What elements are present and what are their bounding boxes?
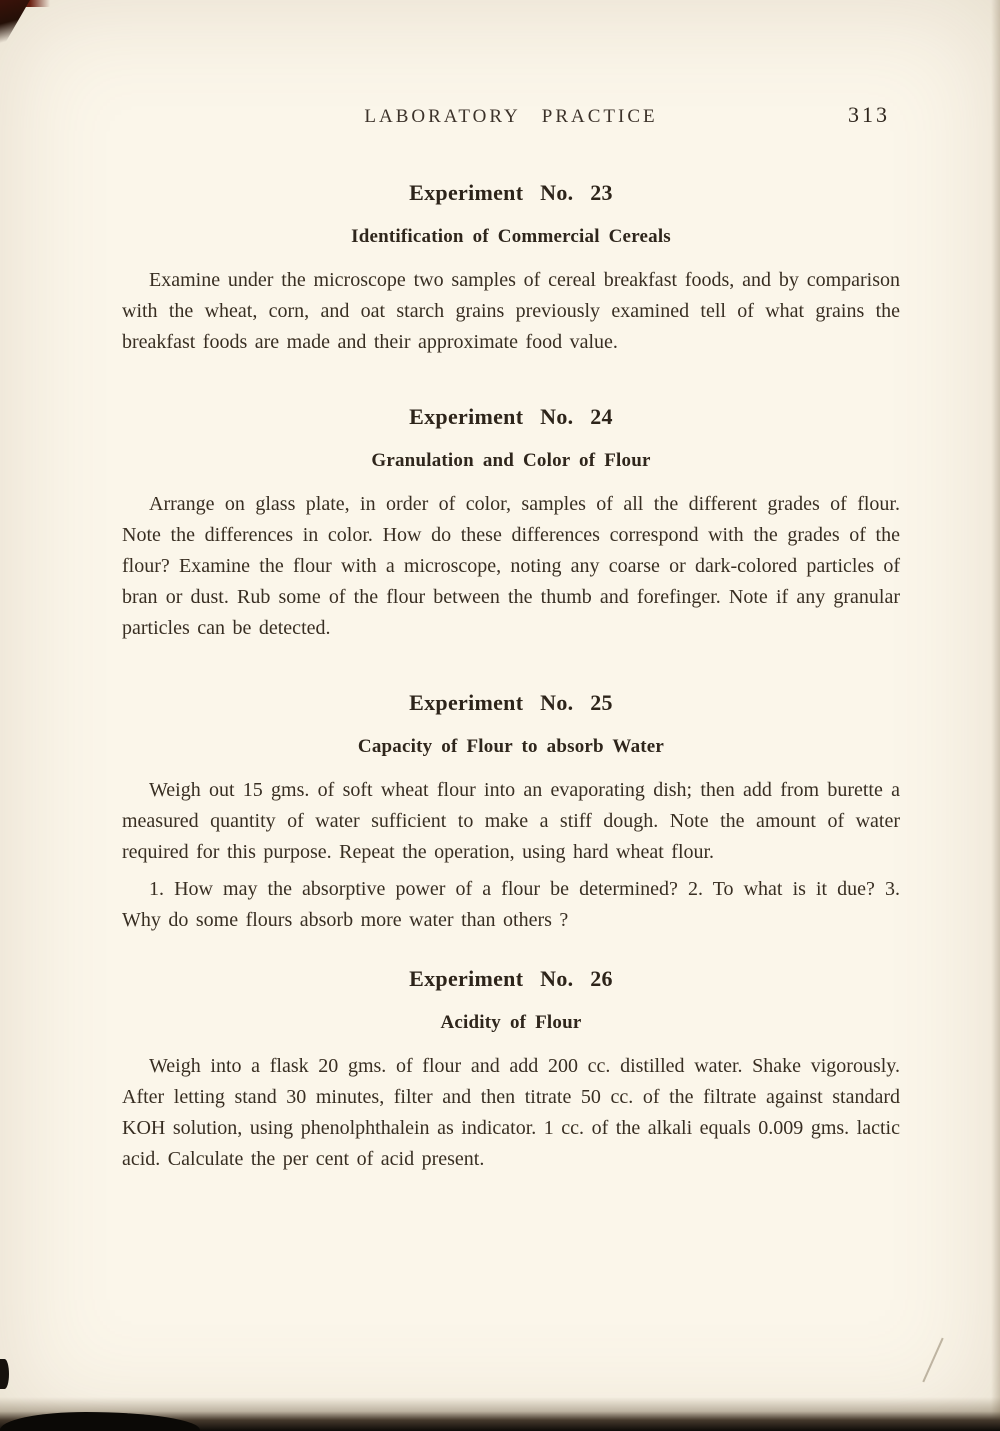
section-experiment-24	[122, 404, 900, 644]
paragraph: Weigh out 15 gms. of soft wheat flour into an evaporating dish; then add from burette a measured quantity of water sufficient to make a stiff dough. Note the amount of water required for this purpose. Repeat the operation, using hard wheat flour.	[122, 779, 900, 863]
section-experiment-26	[122, 966, 900, 1175]
section-experiment-23	[122, 180, 900, 358]
experiment-heading: Experiment No. 23	[409, 180, 613, 205]
section-experiment-25	[122, 690, 900, 936]
paragraph: Arrange on glass plate, in order of color, samples of all the different grades of flour. Note the differences in color. How do these differences correspond with the grades of the flour? Examine the flour with a microscope, noting any coarse or dark-colored particles of bran or dust. Rub some of the flour between the thumb and forefinger. Note if any granular particles can be detected.	[122, 493, 900, 639]
paragraph-questions: 1. How may the absorptive power of a flour be determined? 2. To what is it due? 3. Why do some flours absorb more water than others ?	[122, 878, 900, 931]
scan-artifact-bottom-shadow-band	[0, 1397, 1000, 1431]
scan-artifact-left-edge-mark	[0, 1359, 9, 1389]
scan-artifact-fold-line	[922, 1338, 943, 1383]
experiment-subtitle: Acidity of Flour	[440, 1012, 582, 1033]
running-title: LABORATORY PRACTICE	[364, 106, 658, 127]
paragraph: Examine under the microscope two samples of cereal breakfast foods, and by comparison with the wheat, corn, and oat starch grains previously examined tell of what grains the breakfast foods are made and their approximate food value.	[122, 269, 900, 353]
scan-artifact-bottom-left-blob	[0, 1412, 200, 1431]
experiment-heading: Experiment No. 24	[409, 404, 613, 429]
experiment-subtitle: Identification of Commercial Cereals	[351, 226, 671, 247]
paragraph: Weigh into a flask 20 gms. of flour and add 200 cc. distilled water. Shake vigorously. After letting stand 30 minutes, filter and then titrate 50 cc. of the filtrate against standard KOH solution, using phenolphthalein as indicator. 1 cc. of the alkali equals 0.009 gms. lactic acid. Calculate the per cent of acid present.	[122, 1055, 900, 1170]
experiment-heading: Experiment No. 26	[409, 966, 613, 991]
experiment-heading: Experiment No. 25	[409, 690, 613, 715]
experiment-subtitle: Capacity of Flour to absorb Water	[357, 736, 665, 757]
experiment-subtitle: Granulation and Color of Flour	[371, 450, 651, 471]
page-number: 313	[848, 102, 890, 127]
page-header	[122, 104, 900, 134]
